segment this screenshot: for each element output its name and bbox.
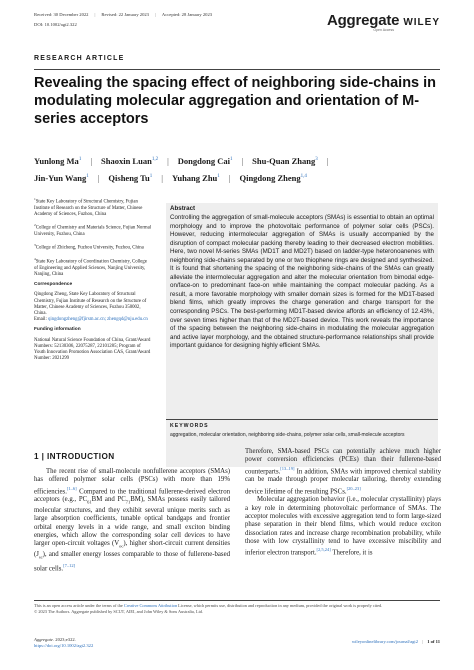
- author[interactable]: Jin-Yun Wang$^1$: [34, 172, 89, 183]
- separator: |: [228, 172, 231, 183]
- email-link[interactable]: qingdongzheng@fjirsm.ac.cn;: [48, 317, 106, 323]
- separator: |: [161, 172, 163, 183]
- affiliation: $^3$College of Zhicheng, Fuzhou University, Fuzhou, China: [34, 243, 144, 251]
- divider: [34, 600, 440, 601]
- correspondence-heading: Correspondence: [34, 282, 73, 288]
- divider: [166, 419, 438, 420]
- paragraph: The recent rise of small-molecule nonfullerene acceptors (SMAs) has offered polymer solar cells (PSCs) with more than 19% efficiencies.[1–6] Compared to the traditional fullerene-derived electron acceptors (e.g., $PC_{61}BM$ and $PC_{71}BM$), SMAs possess easily tailored molecular structures, and they exhibit several unique merits such as large absorption coefficients, tunable optical bandgaps and frontier orbital energy levels in a wide range, and small exciton binding energies, which allow the corresponding solar cell devices to have larger open-circuit voltages $(V_{oc})$, higher short-circuit current densities $(J_{sc})$, and smaller energy losses comparable to those of fullerene-based solar cells.[7–12]: [34, 468, 231, 573]
- citation-footer: Aggregate. 2023;e322. https://doi.org/10.1002/agt2.322: [34, 637, 94, 648]
- aggregate-logo: Aggregate: [326, 12, 400, 29]
- wiley-logo: WILEY: [403, 17, 440, 28]
- author-row: [34, 169, 434, 186]
- separator: |: [90, 155, 93, 166]
- funding-text: National Natural Science Foundation of China, Grant/Award Numbers: 52130306, 22075287, 22101285; Program of Youth Innovation Promotion Association CAS, Grant/Award Number: 2021299: [34, 337, 151, 362]
- journal-site-link[interactable]: wileyonlinelibrary.com/journal/agt2: [351, 639, 418, 644]
- citation[interactable]: [1–6]: [66, 485, 77, 491]
- body-column-left: [34, 468, 230, 573]
- doi-link[interactable]: https://doi.org/10.1002/agt2.322: [34, 643, 94, 648]
- license-footnote: This is an open access article under the terms of the Creative Commons Attribution License, which permits use, distribution and reproduction in any medium, provided the original work is properly cited. © 2023 The Authors. Aggregate published by SCUT, AIEI, and John Wiley & Sons Australia, Ltd.: [34, 603, 444, 615]
- citation[interactable]: [7–12]: [63, 562, 76, 568]
- license-link[interactable]: Creative Commons Attribution: [123, 603, 178, 608]
- author[interactable]: Shaoxin Luan$^{1,2}$: [101, 155, 159, 166]
- article-history: [34, 12, 254, 18]
- separator: |: [154, 12, 156, 17]
- abstract-text: Controlling the aggregation of small-molecule acceptors (SMAs) is essential to obtain an optimal morphology and to improve the photovoltaic performance of polymer solar cells (PSCs). However, reducing intermolecular aggregation of SMAs is usually accompanied by the disruption of compact molecular packing thereby leading to their decreased electron mobilities. Here, two novel M-series SMAs (MD1T and MD2T) based on ladder-type heteronoanenes with neighboring side-chains separated by one or two thiophene rings are designed and synthesized. It is found that shortening the spacing of the neighboring side-chains of the SMAs can greatly alleviate the intermolecular aggregation and alter the molecular orientation from bimodal edge-on/face-on to predominant face-on while maintaining the compact molecular packing. As a result, a more favorable morphology with smaller domain sizes is formed for the MD1T-based blend films, which greatly improves the charge generation and charge transport for the corresponding PSCs. The best-performing MD1T-based device affords an efficiency of 12.43%, over seven times higher than that of the MD2T-based device. This work reveals the importance of the spacing between the neighboring side-chains in modulating the molecular aggregation and active layer morphology, and the obtained structure-performance relationships shall provide important guidance for designing highly efficient SMAs.: [170, 214, 434, 350]
- article-title: Revealing the spacing effect of neighboring side-chains in modulating molecular aggregation and orientation of M-series acceptors: [34, 75, 437, 127]
- author-row: [34, 152, 434, 169]
- affiliations-column: [34, 196, 152, 366]
- author[interactable]: Yunlong Ma$^1$: [34, 155, 82, 166]
- separator: |: [326, 155, 329, 166]
- keywords-heading: KEYWORDS: [170, 423, 209, 429]
- funding-heading: Funding information: [34, 327, 81, 333]
- received-date: Received: 30 December 2022: [34, 12, 89, 17]
- author[interactable]: Shu-Quan Zhang$^3$: [252, 155, 318, 166]
- citation[interactable]: [20–23]: [346, 485, 361, 491]
- affiliation: $^1$State Key Laboratory of Structural Chemistry, Fujian Institute of Research on the Structure of Matter, Chinese Academy of Sciences, Fuzhou, China: [34, 197, 143, 217]
- separator: |: [241, 155, 244, 166]
- author[interactable]: Dongdong Cai$^1$: [177, 155, 233, 166]
- author[interactable]: Qisheng Tu$^1$: [108, 172, 153, 183]
- divider: [34, 69, 440, 70]
- doi: DOI: 10.1002/agt2.322: [34, 22, 77, 27]
- copyright: © 2023 The Authors. Aggregate published by SCUT, AIEI, and John Wiley & Sons Australia, Ltd.: [34, 609, 203, 614]
- citation[interactable]: [2,5,24]: [316, 547, 331, 553]
- section-label: RESEARCH ARTICLE: [34, 55, 125, 62]
- citation[interactable]: [13–19]: [280, 465, 295, 471]
- section-heading: 1 | INTRODUCTION: [34, 452, 115, 461]
- body-column-right: [245, 448, 441, 558]
- author[interactable]: Qingdong Zheng$^{1,4}$: [239, 172, 307, 183]
- keywords-text: aggregation, molecular orientation, neighboring side-chains, polymer solar cells, small-molecule acceptors: [170, 432, 405, 438]
- correspondence-text: Qingdong Zheng, State Key Laboratory of Structural Chemistry, Fujian Institute of Research on the Structure of Matter, Chinese Academy of Sciences, Fuzhou 350002, China. Email: qingdongzheng@fjirsm.ac.cn; zhengqd@nju.edu.cn: [34, 292, 148, 323]
- page-number: 1 of 11: [427, 639, 440, 644]
- affiliation: $^4$State Key Laboratory of Coordination Chemistry, College of Engineering and Applied Sciences, Nanjing University, Nanjing, China: [34, 257, 147, 277]
- affiliation: $^2$College of Chemistry and Materials Science, Fujian Normal University, Fuzhou, China: [34, 223, 152, 237]
- logo-tagline: Open Access: [373, 28, 394, 32]
- abstract-heading: Abstract: [170, 205, 196, 212]
- author[interactable]: Yuhang Zhu$^1$: [171, 172, 220, 183]
- email-link[interactable]: zhengqd@nju.edu.cn: [107, 317, 148, 323]
- author-list: [34, 152, 434, 186]
- paragraph: Molecular aggregation behavior (i.e., molecular crystallinity) plays a key role in determining photovoltaic performance of SMAs. The acceptor molecules with excessive aggregation tend to form large-sized phase separation in their blend films, which would reduce exciton dissociation rates and increase charge recombination probability, while those with low crystallinity tend to have excessive miscibility and inferior electron transport.[2,5,24] Therefore, it is: [245, 496, 441, 557]
- page-footer: [352, 639, 440, 644]
- separator: |: [422, 639, 424, 644]
- paragraph: Therefore, SMA-based PSCs can potentially achieve much higher power conversion efficiencies (PCEs) than their fullerene-based counterparts.[13–19] In addition, SMAs with improved chemical stability can be made through proper molecular tailoring, thereby extending device lifetime of the resulting PSCs.[20–23]: [245, 448, 441, 495]
- separator: |: [97, 172, 100, 183]
- separator: |: [167, 155, 169, 166]
- journal-logo: [327, 12, 440, 32]
- accepted-date: Accepted: 28 January 2023: [161, 12, 213, 17]
- revised-date: Revised: 22 January 2023: [101, 12, 149, 17]
- separator: |: [94, 12, 96, 17]
